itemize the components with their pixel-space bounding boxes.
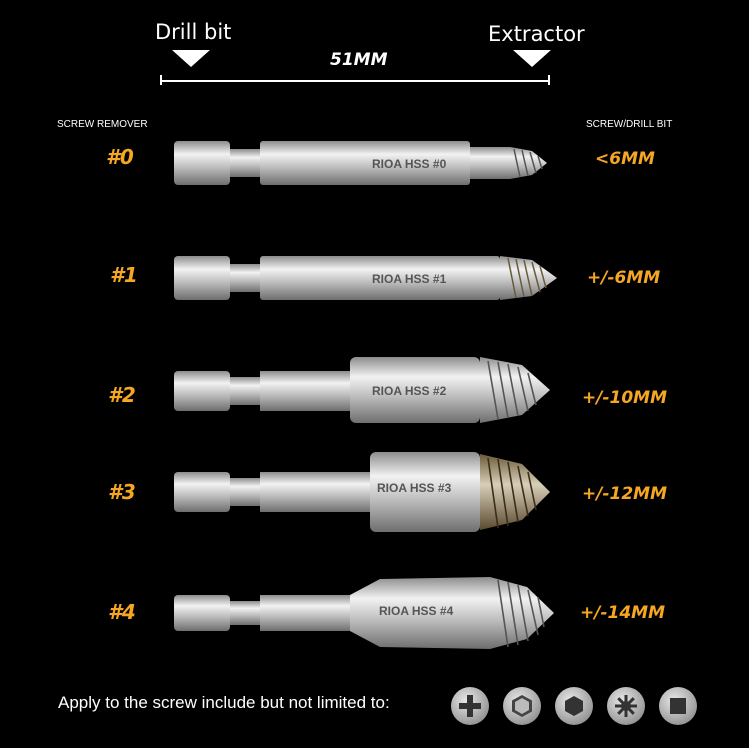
bit-number: #0: [106, 145, 134, 169]
extractor-bit-4: [172, 575, 562, 651]
hex-head-icon: [503, 687, 541, 725]
dimension-line: [160, 80, 550, 82]
bit-size: <6MM: [595, 149, 655, 169]
dimension-tick-left: [160, 75, 162, 85]
hex-socket-icon: [555, 687, 593, 725]
extractor-bit-0: [172, 135, 562, 191]
bit-engraving: RIOA HSS #3: [377, 481, 452, 495]
screw-drill-bit-column-label: SCREW/DRILL BIT: [586, 119, 673, 130]
bit-number: #2: [108, 383, 136, 407]
drill-bit-label: Drill bit: [155, 20, 232, 44]
extractor-bit-1: [172, 250, 562, 306]
bit-engraving: RIOA HSS #1: [372, 272, 447, 286]
bit-size: +/-12MM: [582, 484, 667, 504]
square-head-icon: [659, 687, 697, 725]
drill-bit-arrow-icon: [172, 50, 210, 67]
extractor-bit-3: [172, 450, 562, 534]
extractor-bit-2: [172, 355, 562, 425]
bit-size: +/-6MM: [587, 268, 661, 288]
bit-engraving: RIOA HSS #4: [379, 604, 454, 618]
footer-text: Apply to the screw include but not limited to:: [58, 693, 390, 712]
bit-size: +/-10MM: [582, 388, 667, 408]
screw-remover-column-label: SCREW REMOVER: [57, 119, 148, 130]
bit-number: #4: [108, 600, 136, 624]
extractor-label: Extractor: [488, 22, 585, 46]
bit-size: +/-14MM: [580, 603, 665, 623]
extractor-arrow-icon: [513, 50, 551, 67]
bit-number: #1: [110, 263, 138, 287]
bit-engraving: RIOA HSS #0: [372, 157, 447, 171]
dimension-tick-right: [548, 75, 550, 85]
phillips-head-icon: [451, 687, 489, 725]
torx-head-icon: [607, 687, 645, 725]
dimension-label: 51MM: [330, 50, 388, 70]
bit-number: #3: [108, 480, 136, 504]
bit-engraving: RIOA HSS #2: [372, 384, 447, 398]
